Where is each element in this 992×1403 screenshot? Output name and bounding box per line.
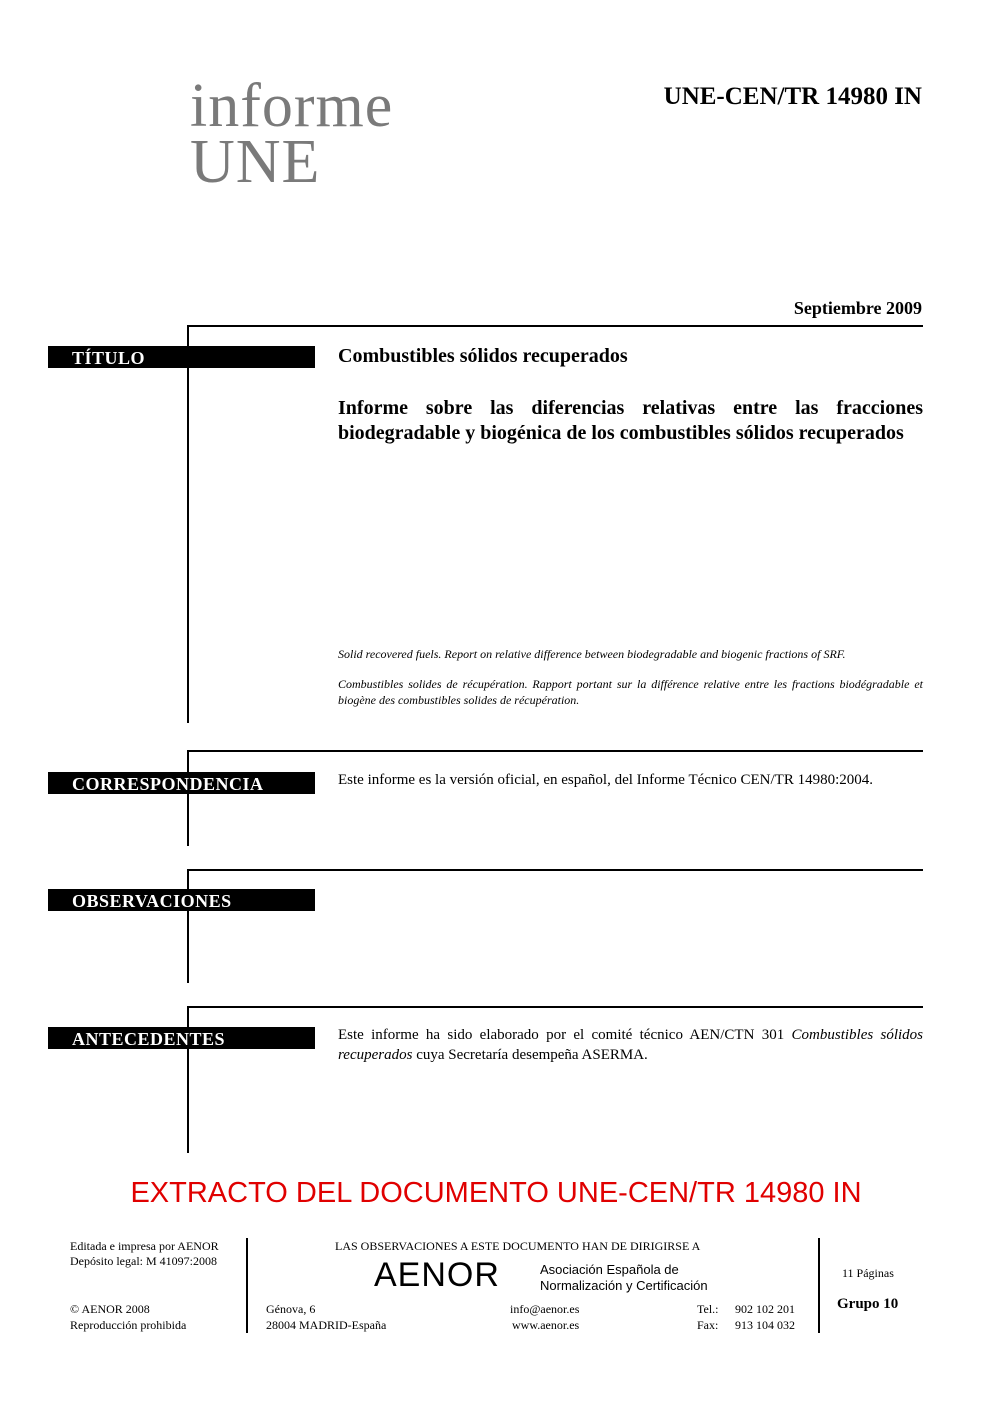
observaciones-top-rule (188, 869, 923, 871)
antecedentes-text-end: cuya Secretaría desempeña ASERMA. (412, 1047, 648, 1063)
aenor-logo: AENOR (374, 1256, 500, 1294)
correspondencia-text: Este informe es la versión oficial, en español, del Informe Técnico CEN/TR 14980:2004. (338, 772, 873, 788)
committee-name: Combustibles sólidos recuperados (338, 1027, 923, 1063)
aenor-desc-line1: Asociación Española de (540, 1262, 679, 1277)
document-subtitle: Informe sobre las diferencias relativas entre las fracciones biodegradable y biogénica de los combustibles sólidos recuperados (338, 397, 923, 444)
titulo-label: TÍTULO (48, 346, 315, 368)
footer-divider-right (818, 1238, 820, 1333)
document-title: Combustibles sólidos recuperados (338, 345, 628, 367)
footer-fax-label: Fax: (697, 1318, 719, 1332)
observaciones-label: OBSERVACIONES (48, 889, 315, 911)
footer-edited: Editada e impresa por AENOR (70, 1239, 219, 1253)
logo-line-une: UNE (190, 128, 321, 196)
correspondencia-top-rule (188, 750, 923, 752)
footer-observations-header: LAS OBSERVACIONES A ESTE DOCUMENTO HAN DE DIRIGIRSE A (335, 1239, 701, 1253)
antecedentes-top-rule (188, 1006, 923, 1008)
correspondencia-vertical-rule (187, 750, 189, 846)
footer-copyright: © AENOR 2008 (70, 1302, 150, 1316)
footer-address-street: Génova, 6 (266, 1302, 316, 1316)
footer-deposit: Depósito legal: M 41097:2008 (70, 1254, 217, 1268)
titulo-top-rule (188, 325, 923, 327)
logo-line-informe: informe (190, 72, 394, 140)
document-number: UNE-CEN/TR 14980 IN (663, 83, 922, 110)
extract-notice: EXTRACTO DEL DOCUMENTO UNE-CEN/TR 14980 IN (130, 1177, 862, 1209)
aenor-desc-line2: Normalización y Certificación (540, 1278, 708, 1293)
footer-group: Grupo 10 (837, 1296, 899, 1312)
footer-address-city: 28004 MADRID-España (266, 1318, 387, 1332)
footer-tel-label: Tel.: (697, 1302, 719, 1316)
informe-une-logo (190, 72, 394, 196)
publication-date: Septiembre 2009 (793, 298, 922, 318)
title-french: Combustibles solides de récupération. Rapport portant sur la différence relative entre les fractions biodégradable et biogène des combustibles solides de récupération. (338, 677, 923, 707)
antecedentes-text-start: Este informe ha sido elaborado por el comité técnico AEN/CTN 301 (338, 1027, 792, 1043)
correspondencia-label: CORRESPONDENCIA (48, 772, 315, 794)
observaciones-vertical-rule (187, 869, 189, 983)
aenor-description (540, 1262, 708, 1294)
footer-fax: 913 104 032 (735, 1318, 795, 1332)
antecedentes-label: ANTECEDENTES (48, 1027, 315, 1049)
title-english: Solid recovered fuels. Report on relative difference between biodegradable and biogenic fractions of SRF. (338, 647, 846, 661)
antecedentes-text (338, 1025, 923, 1065)
footer-pages: 11 Páginas (842, 1266, 894, 1280)
footer-tel: 902 102 201 (735, 1302, 795, 1316)
footer-web[interactable]: www.aenor.es (512, 1318, 580, 1332)
footer-reproduction: Reproducción prohibida (70, 1318, 187, 1332)
footer-email[interactable]: info@aenor.es (510, 1302, 580, 1316)
footer-divider-left (246, 1238, 248, 1333)
titulo-vertical-rule (187, 325, 189, 723)
